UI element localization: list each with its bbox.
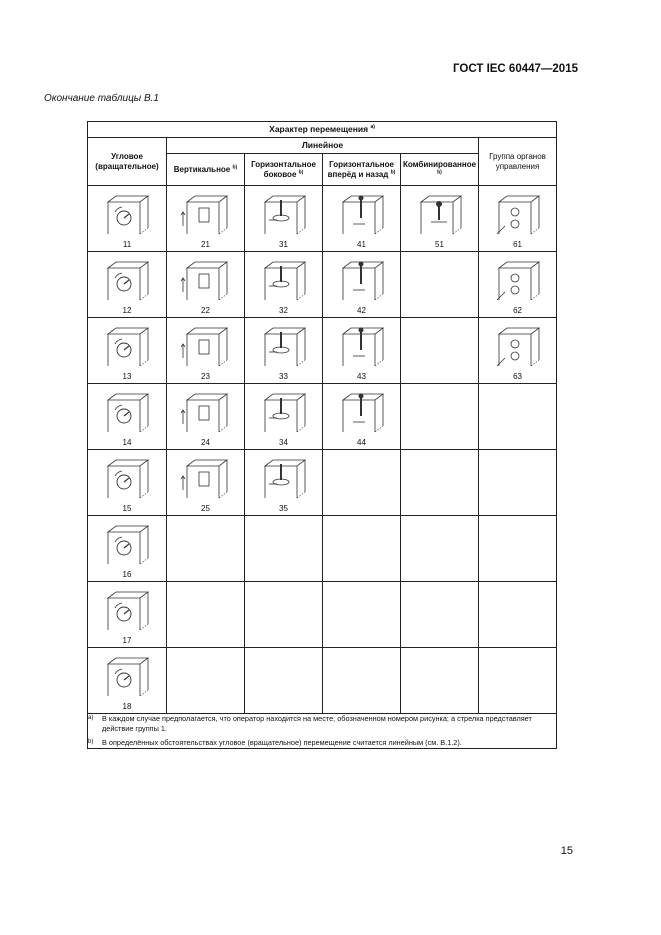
table-row — [88, 186, 557, 252]
figure-number: 44 — [357, 438, 366, 447]
control-drawing-icon — [100, 388, 154, 436]
table-row — [88, 582, 557, 648]
figure-cell — [167, 582, 245, 648]
figure-cell — [479, 516, 557, 582]
figure-number: 41 — [357, 240, 366, 249]
figure-cell — [479, 582, 557, 648]
figure-cell — [167, 186, 245, 252]
control-drawing-icon — [100, 190, 154, 238]
figure-cell — [479, 318, 557, 384]
header-angular: Угловое (вращательное) — [88, 138, 167, 186]
figure-cell — [323, 186, 401, 252]
header-horizontal-forward: Горизонтальное вперёд и назад $^{b)}$ — [323, 154, 401, 186]
control-drawing-icon — [257, 388, 311, 436]
figure-cell — [479, 450, 557, 516]
figure-cell — [323, 582, 401, 648]
control-drawing-icon — [257, 454, 311, 502]
figure-cell — [167, 450, 245, 516]
header-vertical: Вертикальное $^{b)}$ — [167, 154, 245, 186]
page-number: 15 — [560, 845, 573, 857]
figure-number: 18 — [122, 702, 132, 711]
figure-cell — [401, 318, 479, 384]
figure-cell — [167, 318, 245, 384]
table-row — [88, 318, 557, 384]
figure-cell — [245, 516, 323, 582]
figure-cell — [401, 516, 479, 582]
figure-cell — [167, 516, 245, 582]
figure-cell — [245, 384, 323, 450]
figure-cell — [479, 186, 557, 252]
figure-cell — [479, 384, 557, 450]
control-drawing-icon — [179, 322, 233, 370]
figure-number: 35 — [279, 504, 288, 513]
figure-cell — [401, 252, 479, 318]
figure-number: 23 — [201, 372, 210, 381]
figure-cell — [323, 252, 401, 318]
control-drawing-icon — [335, 322, 389, 370]
figure-cell — [245, 582, 323, 648]
control-drawing-icon — [100, 322, 154, 370]
figure-cell — [401, 582, 479, 648]
control-drawing-icon — [491, 256, 545, 304]
control-drawing-icon — [100, 586, 154, 634]
figure-cell — [88, 186, 167, 252]
figure-cell — [245, 450, 323, 516]
figure-number: 31 — [279, 240, 288, 249]
table-row — [88, 648, 557, 714]
figure-cell — [479, 252, 557, 318]
figure-number: 62 — [513, 306, 522, 315]
control-drawing-icon — [491, 190, 545, 238]
control-drawing-icon — [100, 256, 154, 304]
control-drawing-icon — [179, 256, 233, 304]
figure-number: 15 — [122, 504, 132, 513]
table-row — [88, 384, 557, 450]
control-drawing-icon — [179, 388, 233, 436]
figure-cell — [245, 318, 323, 384]
figure-cell — [401, 648, 479, 714]
figure-number: 34 — [279, 438, 288, 447]
figure-cell — [401, 384, 479, 450]
figure-cell — [401, 186, 479, 252]
figure-cell — [245, 252, 323, 318]
header-group: Группа органов управления — [479, 138, 557, 186]
control-drawing-icon — [335, 190, 389, 238]
figure-number: 33 — [279, 372, 288, 381]
figure-cell — [88, 252, 167, 318]
figure-cell — [88, 516, 167, 582]
header-linear: Линейное — [167, 138, 479, 154]
figure-cell — [401, 450, 479, 516]
table-row — [88, 516, 557, 582]
control-drawing-icon — [100, 652, 154, 700]
figure-number: 12 — [122, 306, 132, 315]
figure-number: 21 — [201, 240, 210, 249]
figure-cell — [88, 648, 167, 714]
control-drawing-icon — [100, 454, 154, 502]
figure-cell — [167, 384, 245, 450]
control-drawing-icon — [179, 454, 233, 502]
control-drawing-icon — [257, 322, 311, 370]
figure-cell — [323, 648, 401, 714]
table-row — [88, 450, 557, 516]
figure-cell — [323, 318, 401, 384]
figure-cell — [167, 648, 245, 714]
figure-number: 16 — [122, 570, 132, 579]
table-continuation-title: Окончание таблицы В.1 — [44, 93, 159, 104]
figure-number: 13 — [122, 372, 132, 381]
figure-number: 14 — [122, 438, 132, 447]
standard-designation: ГОСТ IEC 60447—2015 — [453, 63, 578, 75]
control-drawing-icon — [335, 388, 389, 436]
figure-number: 42 — [357, 306, 366, 315]
control-drawing-icon — [335, 256, 389, 304]
control-drawing-icon — [257, 190, 311, 238]
figure-number: 24 — [201, 438, 210, 447]
figure-number: 51 — [435, 240, 444, 249]
figure-cell — [88, 582, 167, 648]
figure-number: 61 — [513, 240, 522, 249]
table-row — [88, 252, 557, 318]
figure-number: 17 — [122, 636, 132, 645]
figure-cell — [245, 648, 323, 714]
control-drawing-icon — [491, 322, 545, 370]
figure-cell — [323, 516, 401, 582]
figure-number: 11 — [122, 240, 132, 249]
control-drawing-icon — [100, 520, 154, 568]
note-b: b) В определённых обстоятельствах угловое (вращательное) перемещение считается линейным (см. В.1.2). — [88, 737, 462, 747]
figure-cell — [88, 450, 167, 516]
movement-table — [87, 121, 557, 749]
control-drawing-icon — [413, 190, 467, 238]
figure-cell — [323, 450, 401, 516]
figure-number: 32 — [279, 306, 288, 315]
control-drawing-icon — [257, 256, 311, 304]
figure-cell — [479, 648, 557, 714]
figure-cell — [245, 186, 323, 252]
figure-cell — [167, 252, 245, 318]
header-combined: Комбинированное $^{b)}$ — [401, 154, 479, 186]
figure-number: 22 — [201, 306, 210, 315]
header-horizontal-side: Горизонтальное боковое $^{b)}$ — [245, 154, 323, 186]
figure-number: 25 — [201, 504, 210, 513]
figure-cell — [88, 384, 167, 450]
figure-number: 63 — [513, 372, 522, 381]
control-drawing-icon — [179, 190, 233, 238]
figure-cell — [88, 318, 167, 384]
figure-number: 43 — [357, 372, 366, 381]
note-a: a) В каждом случае предполагается, что оператор находится на месте, обозначенном номером рисунка; а стрелка представляет действие группы 1. — [88, 714, 532, 733]
header-movement-type: Характер перемещения $^{a)}$ — [88, 122, 557, 138]
table-notes — [88, 714, 557, 749]
figure-cell — [323, 384, 401, 450]
